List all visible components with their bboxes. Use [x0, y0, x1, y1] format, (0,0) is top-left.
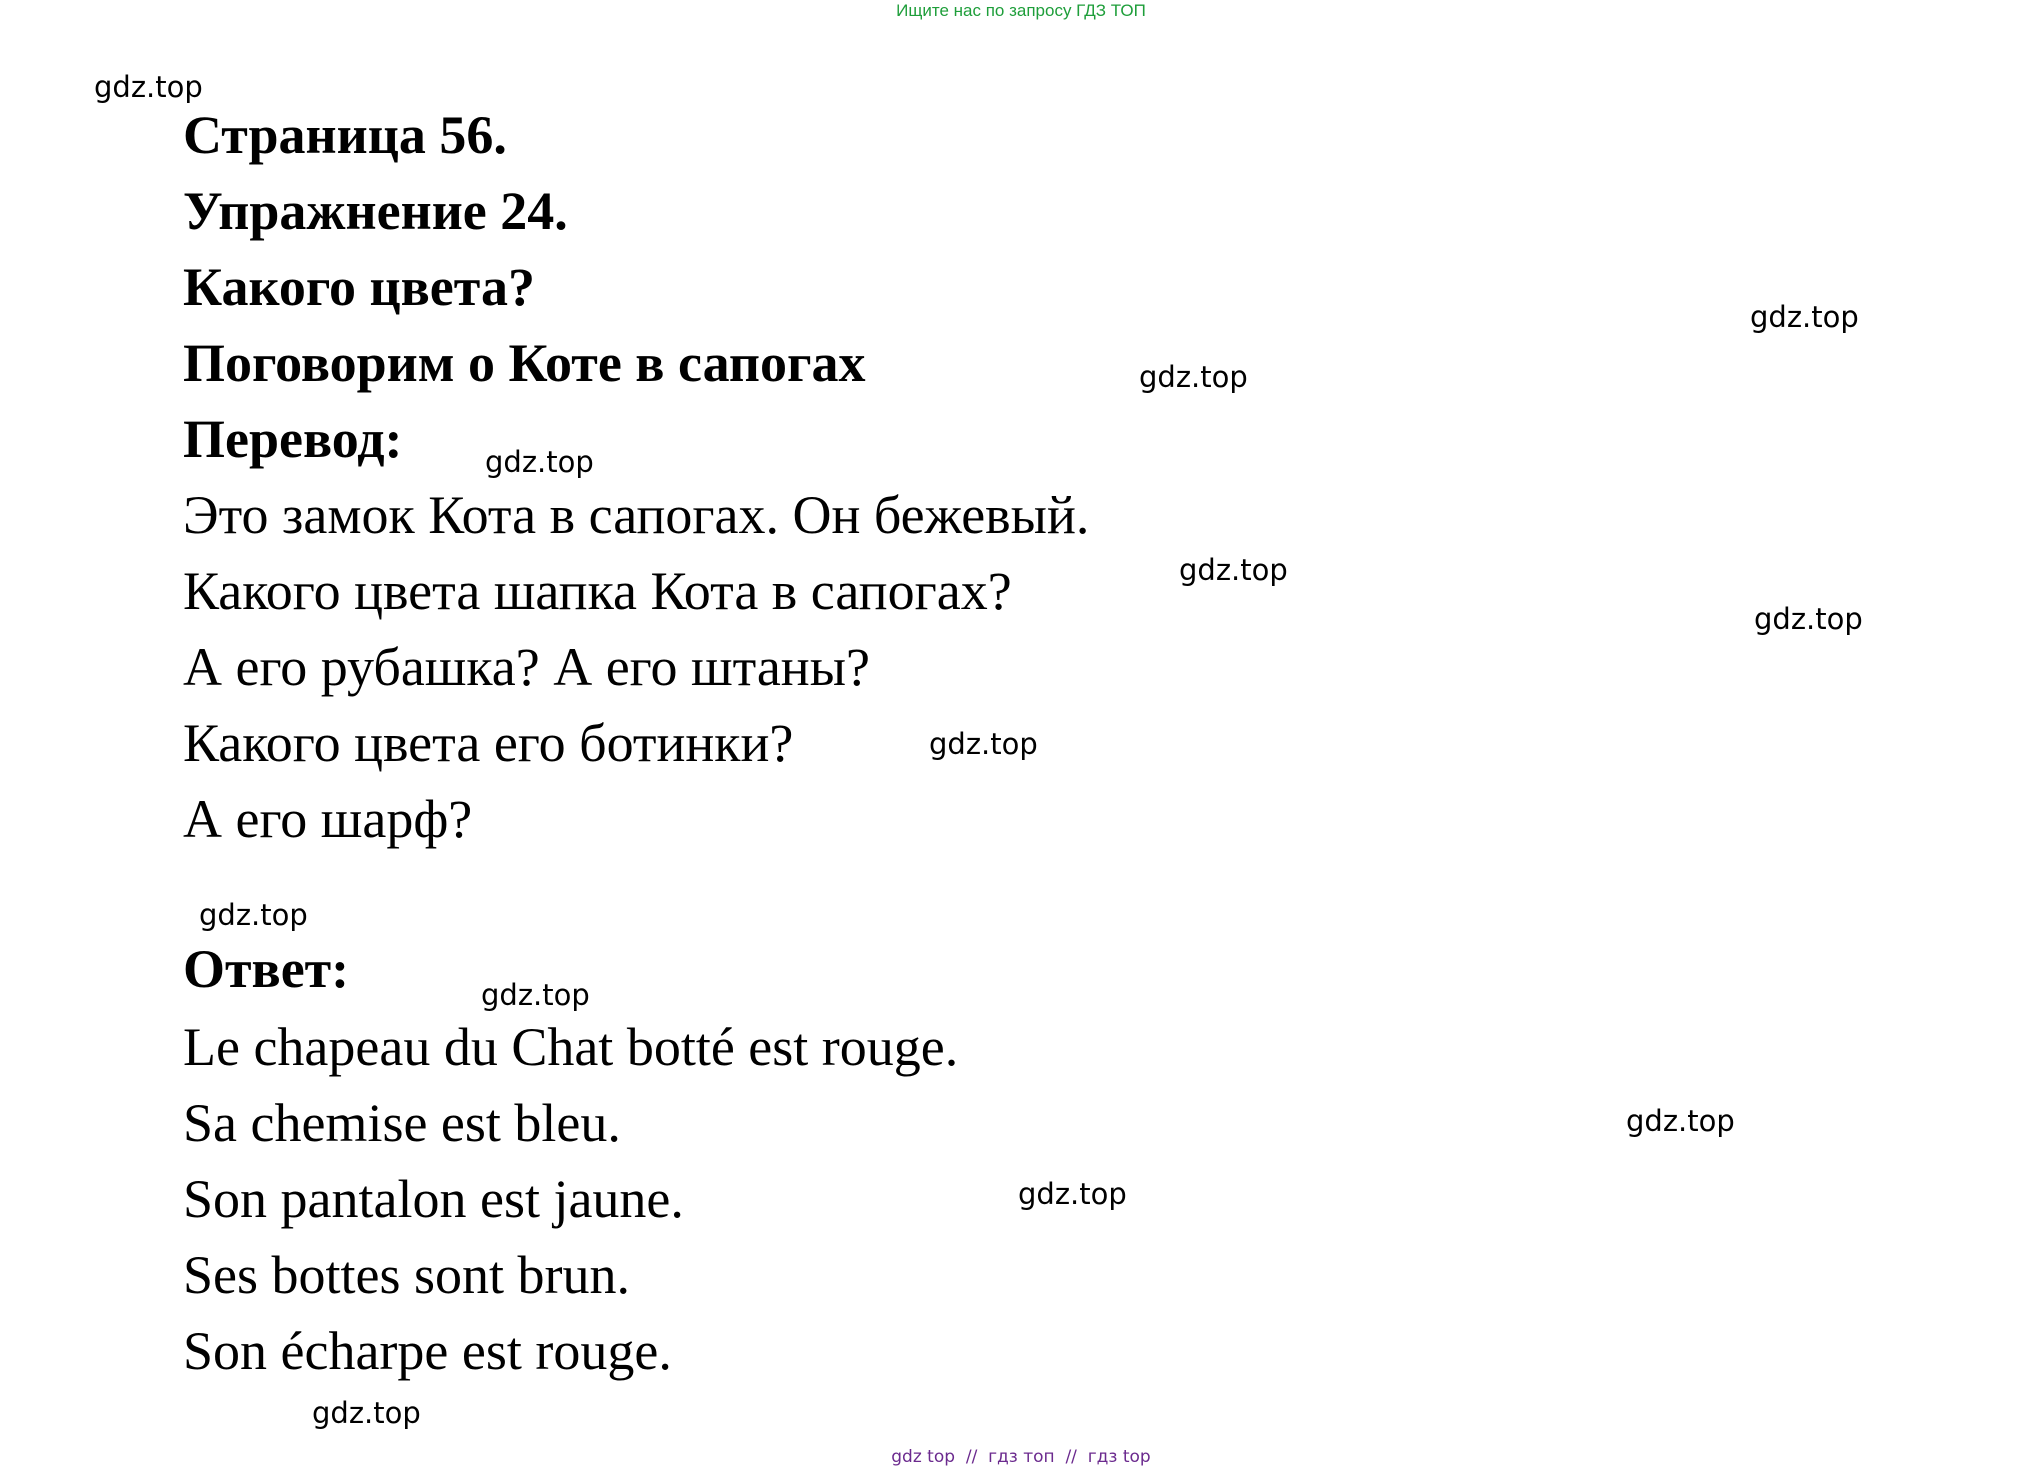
- translation-label: Перевод:: [183, 409, 403, 469]
- top-banner: Ищите нас по запросу ГДЗ ТОП: [896, 1, 1146, 20]
- answer-label: Ответ:: [183, 939, 350, 999]
- answer-line: Le chapeau du Chat botté est rouge.: [183, 1017, 959, 1077]
- answer-line: Son pantalon est jaune.: [183, 1169, 684, 1229]
- subtopic-heading: Поговорим о Коте в сапогах: [183, 333, 866, 393]
- translation-line: Какого цвета шапка Кота в сапогах?: [183, 561, 1012, 621]
- answer-line: Sa chemise est bleu.: [183, 1093, 621, 1153]
- page-title: Страница 56.: [183, 105, 507, 165]
- exercise-title: Упражнение 24.: [183, 181, 568, 241]
- watermark: gdz.top: [1139, 360, 1248, 394]
- answer-line: Son écharpe est rouge.: [183, 1321, 672, 1381]
- watermark: gdz.top: [312, 1396, 421, 1430]
- watermark: gdz.top: [1018, 1177, 1127, 1211]
- watermark: gdz.top: [94, 70, 203, 104]
- translation-line: А его рубашка? А его штаны?: [183, 637, 870, 697]
- watermark: gdz.top: [1754, 602, 1863, 636]
- watermark: gdz.top: [1750, 300, 1859, 334]
- answer-line: Ses bottes sont brun.: [183, 1245, 631, 1305]
- topic-heading: Какого цвета?: [183, 257, 535, 317]
- watermark: gdz.top: [199, 898, 308, 932]
- watermark: gdz.top: [929, 727, 1038, 761]
- watermark: gdz.top: [481, 978, 590, 1012]
- watermark: gdz.top: [485, 445, 594, 479]
- translation-line: Это замок Кота в сапогах. Он бежевый.: [183, 485, 1090, 545]
- watermark: gdz.top: [1179, 553, 1288, 587]
- translation-line: Какого цвета его ботинки?: [183, 713, 794, 773]
- watermark: gdz.top: [1626, 1104, 1735, 1138]
- translation-line: А его шарф?: [183, 789, 473, 849]
- footer-links[interactable]: gdz top // гдз топ // гдз top: [891, 1447, 1151, 1467]
